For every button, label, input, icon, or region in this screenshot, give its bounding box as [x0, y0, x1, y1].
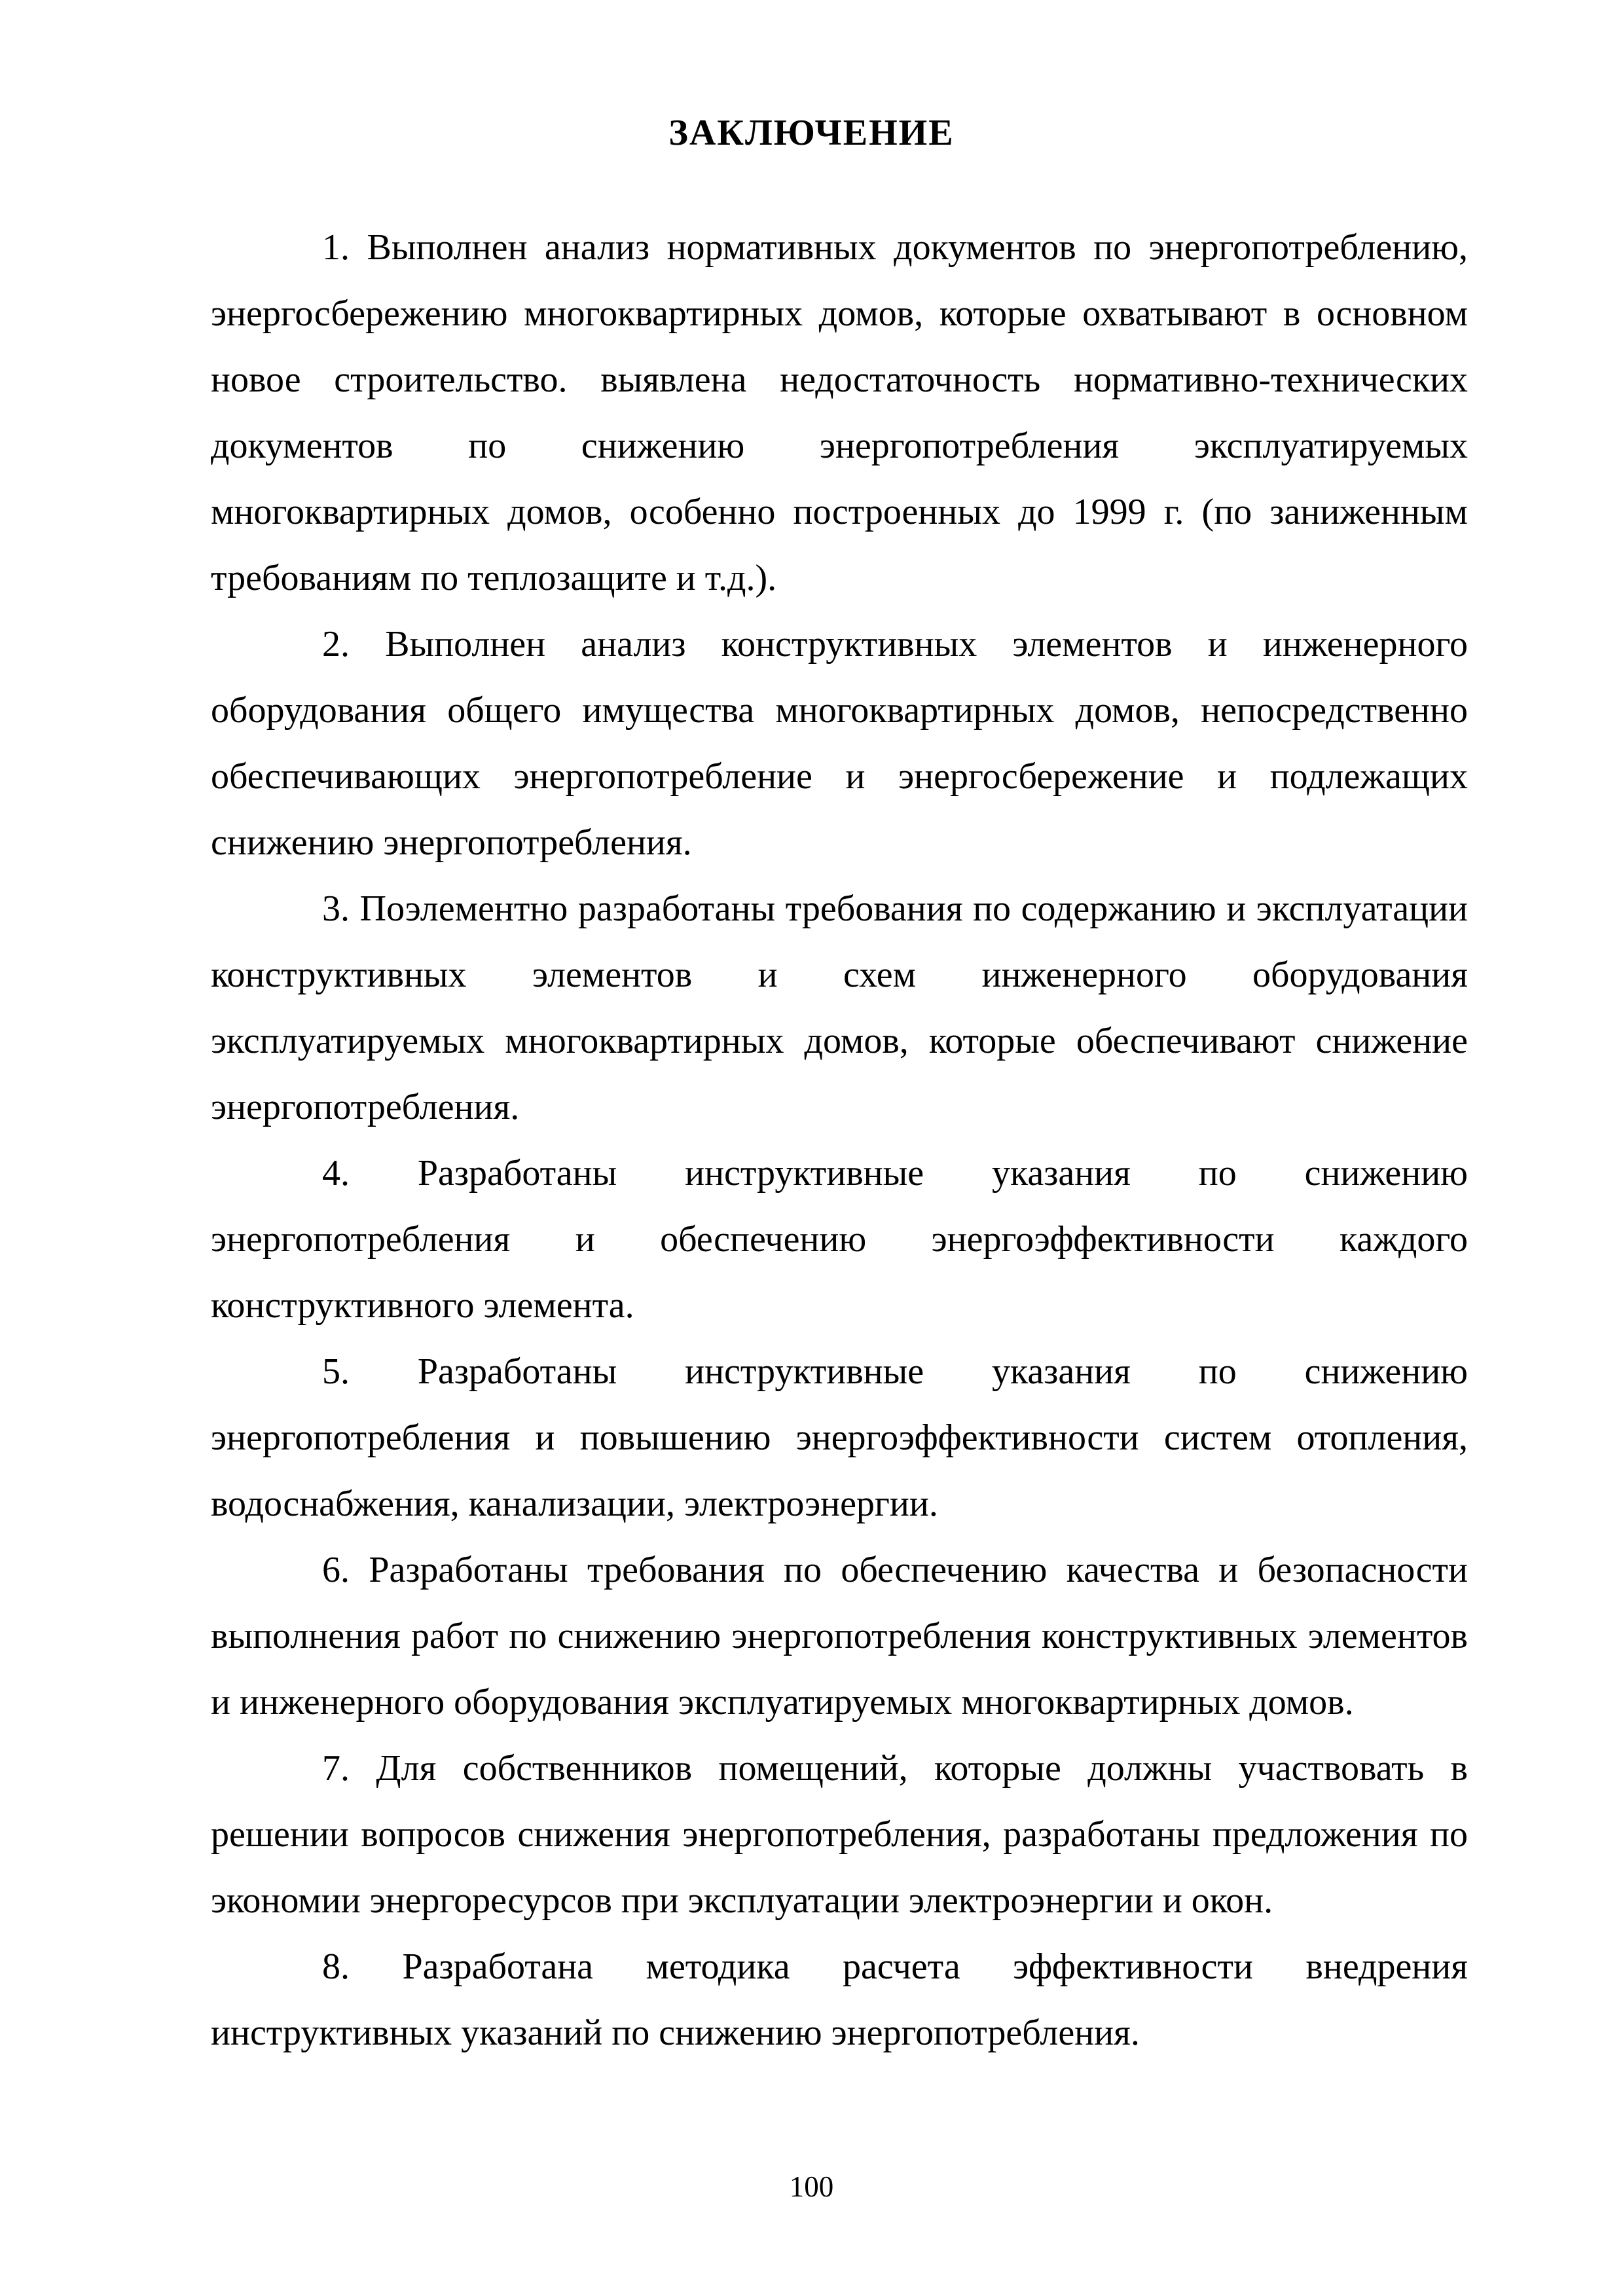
item-number: 2.	[322, 624, 350, 665]
item-number: 1.	[322, 227, 350, 268]
conclusion-item-6	[211, 1537, 1468, 1736]
conclusion-list	[211, 215, 1468, 2066]
item-number: 7.	[322, 1748, 350, 1789]
item-text: Выполнен анализ нормативных документов по энергопотреблению, энергосбережению многоквартирных домов, которые охватывают в основном новое строительство. выявлена недостаточность нормативно-технических документов по снижению энергопотребления эксплуатируемых многоквартирных домов, особенно построенных до 1999 г. (по заниженным требованиям по теплозащите и т.д.).	[211, 227, 1468, 598]
item-text: Для собственников помещений, которые должны участвовать в решении вопросов снижения энергопотребления, разработаны предложения по экономии энергоресурсов при эксплуатации электроэнергии и окон.	[211, 1748, 1468, 1921]
conclusion-item-5	[211, 1339, 1468, 1537]
page-number: 100	[789, 2170, 834, 2203]
item-text: Разработаны инструктивные указания по снижению энергопотребления и обеспечению энергоэффективности каждого конструктивного элемента.	[211, 1153, 1468, 1326]
conclusion-item-3	[211, 876, 1468, 1140]
item-number: 3.	[322, 888, 350, 929]
item-text: Поэлементно разработаны требования по содержанию и эксплуатации конструктивных элементов и схем инженерного оборудования эксплуатируемых многоквартирных домов, которые обеспечивают снижение энергопотребления.	[211, 888, 1468, 1127]
page-title: ЗАКЛЮЧЕНИЕ	[668, 113, 955, 153]
conclusion-item-8	[211, 1934, 1468, 2066]
item-number: 8.	[322, 1946, 350, 1987]
item-number: 4.	[322, 1153, 350, 1194]
conclusion-item-1	[211, 215, 1468, 611]
item-number: 6.	[322, 1550, 350, 1590]
conclusion-item-2	[211, 611, 1468, 876]
item-text: Разработана методика расчета эффективности внедрения инструктивных указаний по снижению энергопотребления.	[211, 1946, 1468, 2053]
item-number: 5.	[322, 1351, 350, 1392]
item-text: Разработаны инструктивные указания по снижению энергопотребления и повышению энергоэффективности систем отопления, водоснабжения, канализации, электроэнергии.	[211, 1351, 1468, 1524]
item-text: Выполнен анализ конструктивных элементов и инженерного оборудования общего имущества многоквартирных домов, непосредственно обеспечивающих энергопотребление и энергосбережение и подлежащих снижению энергопотребления.	[211, 624, 1468, 863]
conclusion-item-4	[211, 1140, 1468, 1339]
conclusion-item-7	[211, 1736, 1468, 1934]
item-text: Разработаны требования по обеспечению качества и безопасности выполнения работ по снижению энергопотребления конструктивных элементов и инженерного оборудования эксплуатируемых многоквартирных домов.	[211, 1550, 1468, 1722]
